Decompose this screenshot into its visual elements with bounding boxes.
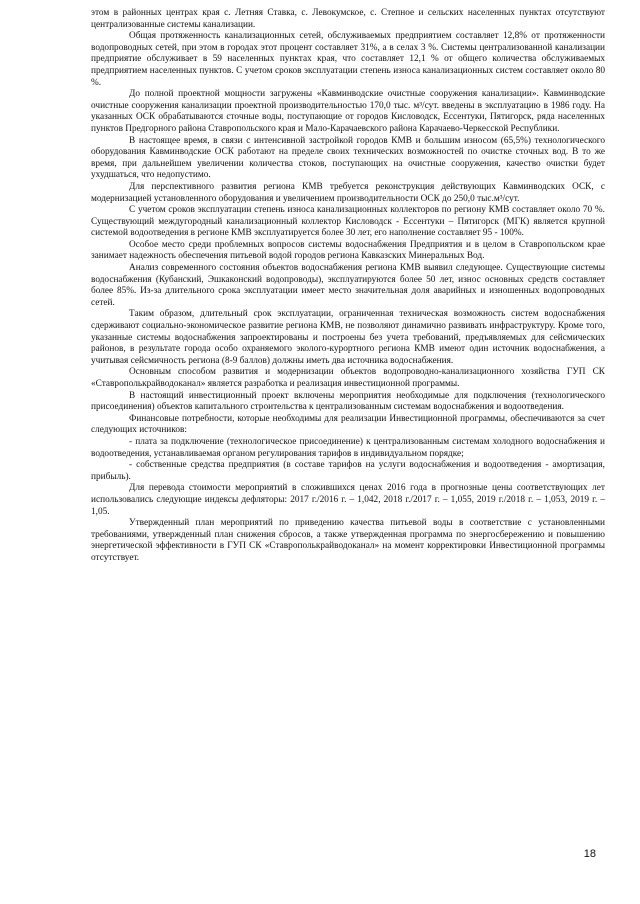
paragraph: Финансовые потребности, которые необходимы для реализации Инвестиционной программы, обеспечиваются за счет следующих источников: [91,413,605,436]
paragraph: Особое место среди проблемных вопросов системы водоснабжения Предприятия и в целом в Ставропольском крае занимает надежность обеспечения питьевой водой городов региона Кавказских Минеральных Вод. [91,239,605,262]
paragraph: Утвержденный план мероприятий по приведению качества питьевой воды в соответствие с установленными требованиями, утвержденный план снижения сбросов, а также утвержденная программа по энергосбережению и повышению энергетической эффективности в ГУП СК «Ставрополькрайводоканал» на момент корректировки Инвестиционной программы отсутствует. [91,518,605,563]
paragraph: Таким образом, длительный срок эксплуатации, ограниченная техническая возможность систем водоснабжения сдерживают социально-экономическое развитие региона КМВ, не позволяют динамично развивать инфраструктуру. Кроме того, указанные системы водоснабжения запроектированы и построены без учета требований, предъявляемых для сейсмических районов, в результате города особо охраняемого эколого-курортного региона КМВ имеют один источник водоснабжения, а учитывая сейсмичность региона (8-9 баллов) должны иметь два источника водоснабжения. [91,309,605,366]
paragraph: - плата за подключение (технологическое присоединение) к централизованным системам холодного водоснабжения и водоотведения, устанавливаемая органом регулирования тарифов в индивидуальном порядке; [91,436,605,459]
paragraph: В настоящий инвестиционный проект включены мероприятия необходимые для подключения (технологического присоединения) объектов капитального строительства к централизованным системам водоснабжения и водоотведения. [91,390,605,413]
paragraph: - собственные средства предприятия (в составе тарифов на услуги водоснабжения и водоотведения - амортизация, прибыль). [91,460,605,482]
paragraph: Общая протяженность канализационных сетей, обслуживаемых предприятием составляет 12,8% от протяженности водопроводных сетей, при этом в городах этот процент составляет 31%, а в селах 3 %. Системы централизованной канализации предприятие обслуживает в 59 населенных пунктах края, что составляет 12,1 % от общего количества обслуживаемых предприятием населенных пунктов. С учетом сроков эксплуатации степень износа канализационных систем составляет около 80 %. [91,31,605,88]
paragraph: В настоящее время, в связи с интенсивной застройкой городов КМВ и большим износом (65,5%) технологического оборудования Кавминводские ОСК работают на пределе своих технических возможностей по очистке сточных вод. В то же время, при дальнейшем увеличении количества стоков, поступающих на очистные сооружения, качество очистки будет ухудшаться, что недопустимо. [91,135,605,181]
paragraph: Основным способом развития и модернизации объектов водопроводно-канализационного хозяйства ГУП СК «Ставрополькрайводоканал» является разработка и реализация инвестиционной программы. [91,367,605,389]
page-number: 18 [583,848,596,860]
paragraph: Для перспективного развития региона КМВ требуется реконструкция действующих Кавминводских ОСК, с модернизацией установленного оборудования и увеличением производительности ОСК до 250,0 тыс.м³/сут. [91,181,605,204]
body-text [91,8,605,565]
paragraph: этом в районных центрах края с. Летняя Ставка, с. Левокумское, с. Степное и сельских населенных пунктах отсутствуют централизованные системы канализации. [91,8,605,30]
paragraph: Для перевода стоимости мероприятий в сложившихся ценах 2016 года в прогнозные цены соответствующих лет использовались следующие индексы дефляторы: 2017 г./2016 г. – 1,042, 2018 г./2017 г. – 1,055, 2019 г./2018 г. – 1,053, 2019 г. – 1,05. [91,483,605,517]
paragraph: С учетом сроков эксплуатации степень износа канализационных коллекторов по региону КМВ составляет около 70 %. Существующий междугородный канализационный коллектор Кисловодск - Ессентуки – Пятигорск (МГК) является крупной системой водоотведения в регионе КМВ эксплуатируется более 30 лет, его наполнение составляет 95 - 100%. [91,205,605,239]
paragraph: Анализ современного состояния объектов водоснабжения региона КМВ выявил следующее. Существующие системы водоснабжения (Кубанский, Эшкаконский водопроводы), эксплуатируются более 50 лет, износ основных средств составляет более 85%. Из-за длительного срока эксплуатации имеет место значительная доля аварийных и изношенных водопроводных сетей. [91,263,605,308]
paragraph: До полной проектной мощности загружены «Кавминводские очистные сооружения канализации». Кавминводские очистные сооружения канализации проектной производительностью 170,0 тыс. м³/сут. введены в эксплуатацию в 1986 году. На указанных ОСК обрабатываются сточные воды, поступающие от городов Кисловодск, Ессентуки, Пятигорск, ряда населенных пунктов Предгорного района Ставропольского края и Мало-Карачаевского района Карачаево-Черкесской Республики. [91,89,605,134]
